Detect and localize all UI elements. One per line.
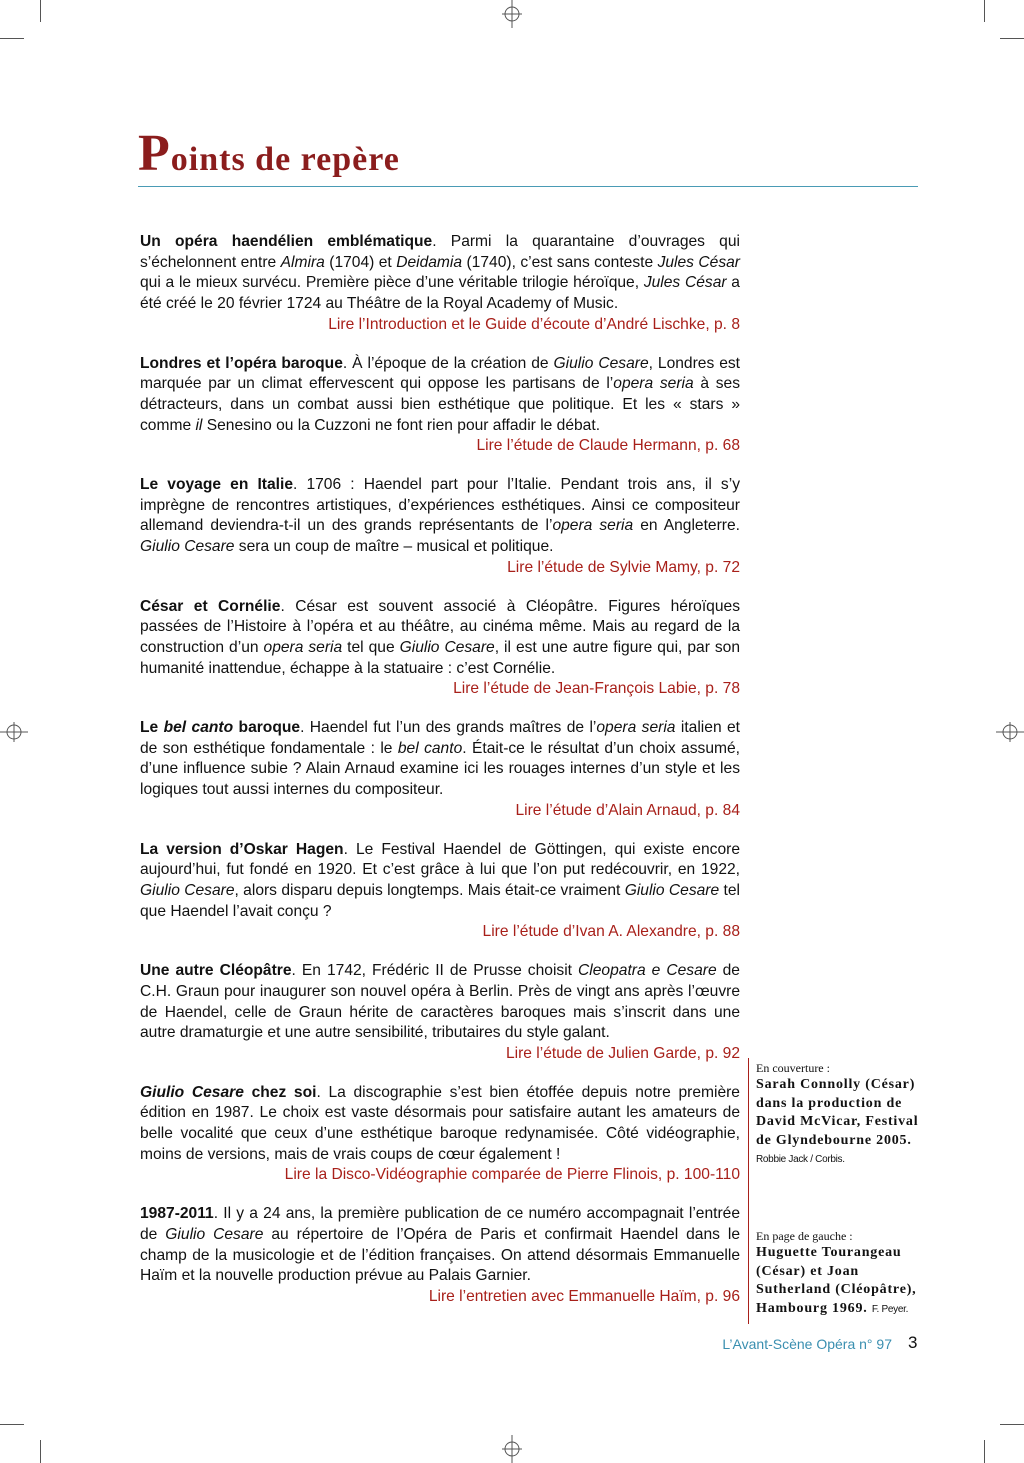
entry-run: . 1706 : Haendel part pour l’Italie. Pendant trois ans, il s’y imprègne de rencontres artistiques, d’expériences esthétiques. Ainsi ce compositeur allemand deviendra-t-il un des grands représentants de l’ xyxy=(140,476,740,535)
entry xyxy=(140,232,740,336)
entry-emphasis: il xyxy=(195,416,203,434)
entry-emphasis: opera seria xyxy=(613,375,694,393)
entry-run: sera un coup de maître – musical et politique. xyxy=(234,538,554,556)
entry-emphasis: Le xyxy=(140,719,164,737)
entry-reference: Lire l’entretien avec Emmanuelle Haïm, p. 96 xyxy=(428,1287,740,1305)
entry-text xyxy=(140,961,740,1065)
crop-mark xyxy=(40,1440,41,1463)
entry-run: qui a le mieux survécu. Première pièce d’une véritable trilogie héroïque, xyxy=(140,274,644,292)
entry-emphasis: Londres et l’opéra baroque xyxy=(140,354,343,372)
entry-reference: Lire l’étude de Sylvie Mamy, p. 72 xyxy=(507,558,740,576)
entry-emphasis: chez soi xyxy=(243,1083,317,1101)
photo-credit: Robbie Jack / Corbis. xyxy=(756,1154,845,1165)
crop-mark xyxy=(40,0,41,22)
entry-emphasis: Le voyage en Italie xyxy=(140,476,294,494)
entry-emphasis: Un opéra haendélien emblématique xyxy=(140,233,433,250)
entry-emphasis: Giulio Cesare xyxy=(140,1083,244,1101)
magazine-name: L’Avant-Scène Opéra n° 97 xyxy=(722,1336,892,1352)
entry-text xyxy=(140,597,740,701)
entry-emphasis: Giulio Cesare xyxy=(553,354,649,372)
cover-caption xyxy=(756,1060,936,1170)
entry-emphasis: opera seria xyxy=(552,517,634,535)
entry-run: . La discographie s’est bien étoffée depuis notre première édition en 1987. Le choix est vaste désormais pour satisfaire autant les amateurs de belle vocalité que ceux d’une esthétique baroque redynamisée. Côté vidéographie, moins de versions, mais de vrais coups de cœur également ! xyxy=(140,1083,740,1163)
registration-mark-icon xyxy=(996,718,1024,746)
crop-mark xyxy=(0,1424,24,1425)
entry-run: , Londres est marquée par un climat effervescent qui oppose les partisans de l’ xyxy=(140,354,741,393)
entry xyxy=(140,1204,740,1308)
crop-mark xyxy=(984,1440,985,1463)
entry-emphasis: Almira xyxy=(280,253,325,271)
entry-run: . En 1742, Frédéric II de Prusse choisit xyxy=(291,962,579,980)
entry xyxy=(140,1083,740,1187)
title-initial: P xyxy=(138,125,171,182)
entry-emphasis: opera seria xyxy=(596,719,676,737)
entry-reference: Lire l’étude de Julien Garde, p. 92 xyxy=(505,1044,740,1062)
entry-text xyxy=(140,354,740,458)
entry-text xyxy=(140,232,740,336)
caption-body: Huguette Tourangeau (César) et Joan Sutherland (Cléopâtre), Hambourg 1969. F. Peyer. xyxy=(756,1245,917,1316)
entry xyxy=(140,475,740,579)
caption-divider xyxy=(748,1058,749,1324)
entry-emphasis: opera seria xyxy=(263,638,343,656)
entry-emphasis: Une autre Cléopâtre xyxy=(140,962,292,980)
crop-mark xyxy=(1000,38,1024,39)
entry-run: italien et de son esthétique fondamentale : le xyxy=(140,719,741,757)
photo-credit: F. Peyer. xyxy=(871,1303,909,1315)
entry-run: à ses détracteurs, dans un combat aussi bien esthétique que politique. Et les « stars » comme xyxy=(140,375,740,434)
entry-reference: Lire l’étude d’Alain Arnaud, p. 84 xyxy=(515,801,740,819)
title-rest: oints de repère xyxy=(170,141,400,178)
entry xyxy=(140,840,740,944)
entry-run: . Parmi la quarantaine d’ouvrages qui s’échelonnent entre xyxy=(140,233,740,271)
entry-run: de C.H. Graun pour inaugurer son nouvel opéra à Berlin. Près de vingt ans après l’œuvre de Haendel, celle de Graun hérite de caractères baroques mais s’inscrit dans une autre dramaturgie et une autre sensibilité, tributaires du style galant. xyxy=(140,962,740,1042)
page-title xyxy=(138,125,400,182)
entry-emphasis: Giulio Cesare xyxy=(140,538,235,556)
entry-emphasis: Giulio Cesare xyxy=(165,1225,264,1243)
entry-run: . Haendel fut l’un des grands maîtres de l’ xyxy=(300,719,597,737)
registration-mark-icon xyxy=(0,718,28,746)
entry-emphasis: baroque xyxy=(233,719,301,737)
caption-body: Sarah Connolly (César) dans la production de David McVicar, Festival de Glyndebourne 2005. Robbie Jack / Corbis. xyxy=(756,1077,919,1165)
entry-run: . À l’époque de la création de xyxy=(342,354,554,372)
entry-emphasis: La version d’Oskar Hagen xyxy=(140,840,344,858)
entry xyxy=(140,961,740,1065)
registration-mark-icon xyxy=(498,0,526,28)
entry-emphasis: bel canto xyxy=(163,719,234,737)
entry-run: , alors disparu depuis longtemps. Mais était-ce vraiment xyxy=(234,881,625,899)
entry-emphasis: César et Cornélie xyxy=(140,597,281,615)
crop-mark xyxy=(1000,1424,1024,1425)
entry xyxy=(140,718,740,822)
entry-run: Senesino ou la Cuzzoni ne font rien pour affadir le débat. xyxy=(202,416,601,434)
entry-emphasis: Cleopatra e Cesare xyxy=(578,962,717,980)
entries-column xyxy=(140,232,740,1326)
caption-heading: En page de gauche : xyxy=(756,1229,853,1243)
entry-run: tel que Haendel l’avait conçu ? xyxy=(140,881,741,920)
entry-reference: Lire l’Introduction et le Guide d’écoute d’André Lischke, p. 8 xyxy=(328,315,740,333)
title-divider xyxy=(138,186,918,187)
entry-emphasis: Giulio Cesare xyxy=(399,638,495,656)
entry-run: en Angleterre. xyxy=(633,517,740,535)
entry-run: . Il y a 24 ans, la première publication de ce numéro accompagnait l’entrée de xyxy=(140,1205,740,1243)
entry-reference: Lire l’étude de Claude Hermann, p. 68 xyxy=(476,437,740,455)
entry-emphasis: Jules César xyxy=(643,274,727,292)
entry-emphasis: bel canto xyxy=(397,739,463,757)
entry-text xyxy=(140,840,740,944)
caption-heading: En couverture : xyxy=(756,1061,830,1075)
entry-run: . Le Festival Haendel de Göttingen, qui existe encore aujourd’hui, fut fondé en 1920. Et c’est grâce à lui que l’on put redécouvrir, en 1922, xyxy=(140,840,740,879)
entry-emphasis: Giulio Cesare xyxy=(624,881,720,899)
entry-text xyxy=(140,718,740,822)
entry-text xyxy=(140,1204,740,1308)
entry-run: (1740), c’est sans conteste xyxy=(462,253,658,271)
crop-mark xyxy=(984,0,985,22)
registration-mark-icon xyxy=(498,1435,526,1463)
entry-run: a été créé le 20 février 1724 au Théâtre de la Royal Academy of Music. xyxy=(140,274,740,313)
entry-run: . César est souvent associé à Cléopâtre. Figures héroïques passées de l’Histoire à l’opéra et au théâtre, au cinéma même. Mais au regard de la construction d’un xyxy=(140,597,740,656)
entry-reference: Lire l’étude de Jean-François Labie, p. 78 xyxy=(453,680,740,698)
entry-run: (1704) et xyxy=(324,253,397,271)
entry xyxy=(140,354,740,458)
entry-emphasis: 1987-2011 xyxy=(140,1205,214,1223)
entry-reference: Lire la Disco-Vidéographie comparée de Pierre Flinois, p. 100-110 xyxy=(284,1166,740,1184)
entry-text xyxy=(140,475,740,579)
entry-run: , il est une autre figure qui, par son humanité inattendue, échappe à la statuaire : c’est Cornélie. xyxy=(140,638,741,677)
entry-run: . Était-ce le résultat d’un choix assumé, d’une influence subie ? Alain Arnaud examine ici les rouages internes d’un style et les logiques tout aussi internes du compositeur. xyxy=(140,739,740,799)
entry-run: au répertoire de l’Opéra de Paris et confirmait Haendel dans le champ de la musicologie et de l’édition françaises. On attend désormais Emmanuelle Haïm et la nouvelle production prévue au Palais Garnier. xyxy=(140,1225,740,1285)
page-number: 3 xyxy=(908,1333,918,1352)
entry-emphasis: Deidamia xyxy=(396,253,463,271)
entry xyxy=(140,597,740,701)
entry-text xyxy=(140,1083,740,1187)
entry-emphasis: Giulio Cesare xyxy=(140,881,235,899)
entry-run: tel que xyxy=(342,638,400,656)
entry-emphasis: Jules César xyxy=(657,253,740,271)
left-page-caption xyxy=(756,1228,936,1319)
crop-mark xyxy=(0,38,24,39)
entry-reference: Lire l’étude d’Ivan A. Alexandre, p. 88 xyxy=(482,923,740,941)
